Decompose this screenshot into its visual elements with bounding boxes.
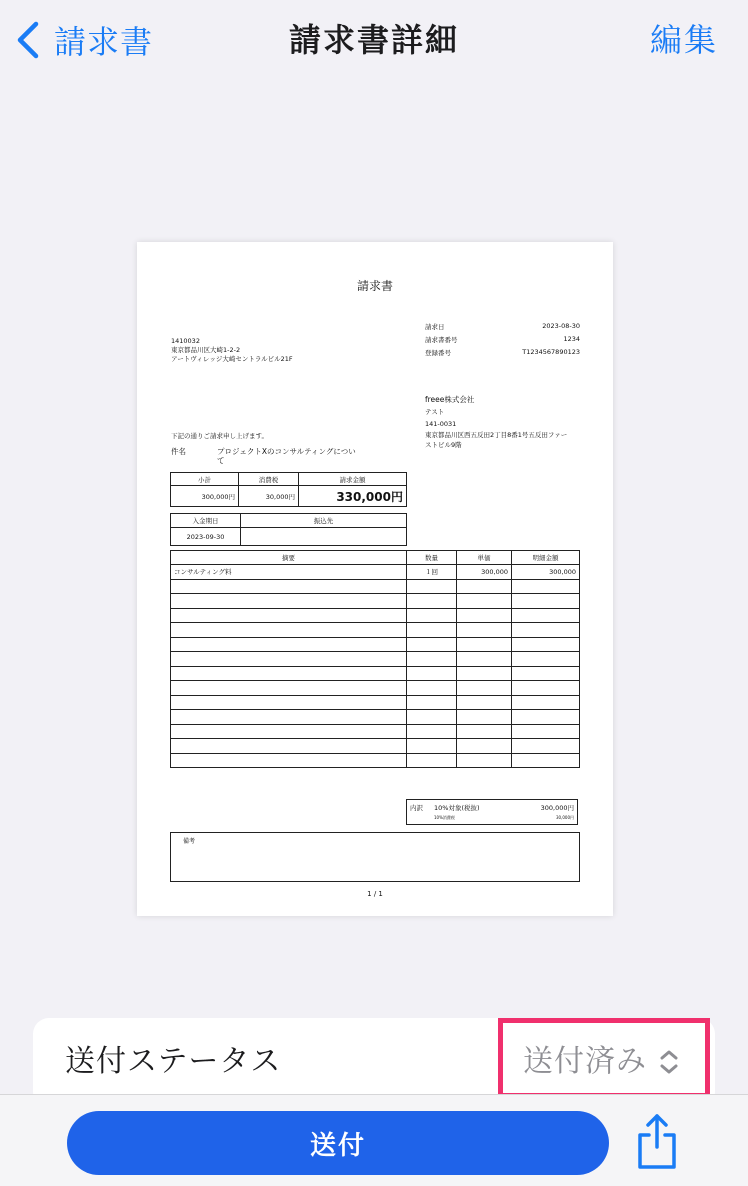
breakdown-tax-amount: 30,000円 [556,815,574,820]
status-highlight-box [498,1018,710,1098]
payment-header-account: 振込先 [241,514,407,528]
back-button-label: 請求書 [54,23,154,61]
table-row [171,608,580,623]
invoice-intro: 下記の通りご請求申し上げます。 [171,432,268,440]
share-button[interactable] [632,1113,682,1171]
breakdown-tax-label: 10%消費税 [434,815,455,820]
meta-row-date [425,322,580,331]
edit-button[interactable]: 編集 [649,21,718,59]
items-header-description: 摘要 [171,551,407,565]
send-status-label: 送付ステータス [65,1044,282,1079]
payment-account [241,528,407,546]
item-description: コンサルティング料 [171,565,407,580]
customer-address-line2: アートヴィレッジ大崎セントラルビル21F [171,355,293,363]
subject-label: 件名 [171,447,186,456]
remarks-label: 備考 [183,838,196,845]
invoice-title: 請求書 [356,279,393,293]
meta-label: 請求書番号 [425,336,458,344]
meta-value: 2023-08-30 [542,322,580,330]
breakdown-rate-amount: 300,000円 [540,804,574,812]
item-unit-price: 300,000 [457,565,512,580]
table-row [171,739,580,754]
subject-line2: て [217,456,225,465]
meta-label: 登録番号 [425,349,451,357]
table-row [171,724,580,739]
breakdown-rate-label: 10%対象(税抜) [434,804,480,812]
item-amount: 300,000 [512,565,580,580]
company-name: freee株式会社 [425,395,475,404]
items-header-unit-price: 単価 [457,551,512,565]
summary-header-tax: 消費税 [239,473,299,486]
nav-bar [0,0,748,80]
bottom-toolbar [0,1094,748,1186]
summary-header-total: 請求金額 [299,473,407,486]
table-row [171,681,580,696]
meta-value: 1234 [563,335,580,343]
company-postal: 141-0031 [425,420,457,428]
summary-total: 330,000円 [299,486,407,507]
table-row [171,623,580,638]
items-header-qty: 数量 [407,551,457,565]
customer-address-line1: 東京都品川区大崎1-2-2 [171,346,241,354]
meta-label: 請求日 [425,323,445,331]
page-number: 1 / 1 [367,890,383,898]
breakdown-box [406,799,578,825]
table-row [171,666,580,681]
table-row [171,579,580,594]
item-qty: １回 [407,565,457,580]
payment-table [170,513,407,546]
table-row [171,753,580,768]
subject-line1: プロジェクトXのコンサルティングについ [217,447,356,456]
company-person: テスト [425,408,445,416]
table-row [171,695,580,710]
summary-table [170,472,407,507]
items-table [170,550,580,768]
company-address-line2: ストビル9階 [425,441,462,449]
summary-subtotal: 300,000円 [171,486,239,507]
table-row [171,594,580,609]
share-icon [632,1113,682,1171]
remarks-box [170,832,580,882]
meta-value: T1234567890123 [522,348,580,356]
meta-row-registration [425,348,580,357]
table-row [171,637,580,652]
payment-due-date: 2023-09-30 [171,528,241,546]
send-status-value: 送付済み [523,1044,647,1079]
send-button[interactable]: 送付 [67,1111,609,1175]
table-row [171,710,580,725]
table-row [171,652,580,667]
table-row [171,565,580,580]
breakdown-label: 内訳 [410,804,423,812]
summary-tax: 30,000円 [239,486,299,507]
page-title: 請求書詳細 [288,21,459,59]
items-header-amount: 明細金額 [512,551,580,565]
customer-postal: 1410032 [171,337,200,345]
meta-row-number [425,335,580,344]
company-address-line1: 東京都品川区西五反田2丁目8番1号五反田ファー [425,431,568,439]
summary-header-subtotal: 小計 [171,473,239,486]
payment-header-due: 入金期日 [171,514,241,528]
invoice-preview [137,242,613,916]
